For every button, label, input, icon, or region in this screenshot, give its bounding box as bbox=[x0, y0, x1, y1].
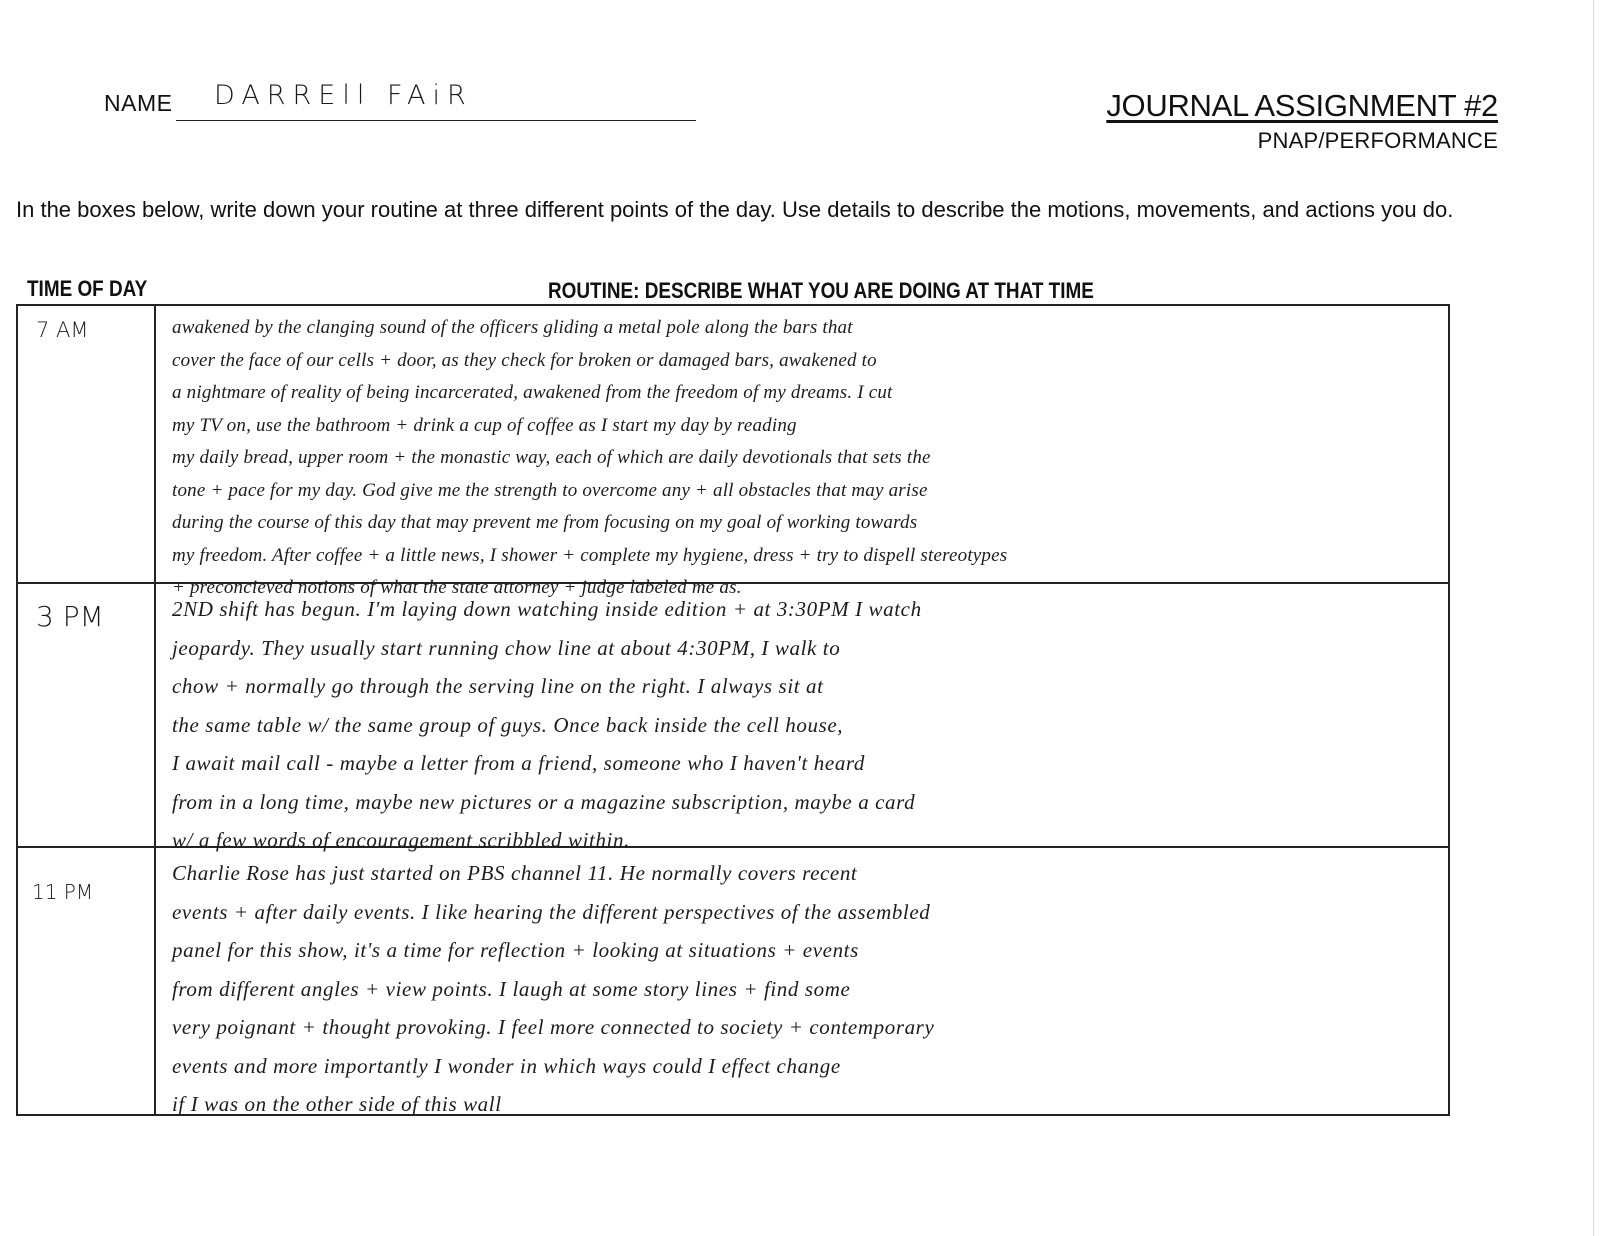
time-text: 11 PM bbox=[32, 880, 94, 904]
routine-text: Charlie Rose has just started on PBS channel 11. He normally covers recent events + after daily events. I like hearing the different perspectives of the assembled panel for this show, it's a time for reflection + looking at situations + events from different angles + view points. I laugh at some story lines + find some very poignant + thought provoking. I feel more connected to society + contemporary events and more importantly I wonder in which ways could I effect change if I was on the other side of this wall bbox=[172, 861, 935, 1116]
routine-cell bbox=[156, 306, 1448, 598]
routine-text: 2ND shift has begun. I'm laying down watching inside edition + at 3:30PM I watch jeopardy. They usually start running chow line at about 4:30PM, I walk to chow + normally go through the serving line on the right. I always sit at the same table w/ the same group of guys. Once back inside the cell house, I await mail call - maybe a letter from a friend, someone who I haven't heard from in a long time, maybe new pictures or a magazine subscription, maybe a card w/ a few words of encouragement scribbled within. bbox=[172, 597, 922, 852]
column-header-routine: ROUTINE: DESCRIBE WHAT YOU ARE DOING AT THAT TIME bbox=[548, 278, 1094, 303]
journal-subtitle: PNAP/PERFORMANCE bbox=[1257, 128, 1498, 153]
journal-title: JOURNAL ASSIGNMENT #2 bbox=[1106, 88, 1498, 123]
table-row bbox=[18, 848, 1448, 1116]
instructions-text: In the boxes below, write down your routine at three different points of the day. Use details to describe the motions, movements, and actions you do. bbox=[16, 197, 1454, 222]
column-header-time: TIME OF DAY bbox=[27, 276, 148, 301]
time-cell bbox=[18, 306, 156, 582]
routine-cell bbox=[156, 848, 1448, 1116]
name-label: NAME bbox=[104, 90, 173, 116]
table-row bbox=[18, 584, 1448, 852]
routine-cell bbox=[156, 584, 1448, 852]
time-cell bbox=[18, 848, 156, 1116]
routine-text: awakened by the clanging sound of the officers gliding a metal pole along the bars that cover the face of our cells + door, as they check for broken or damaged bars, awakened to a nightmare of reality of being incarcerated, awakened from the freedom of my dreams. I cut my TV on, use the bathroom + drink a cup of coffee as I start my day by reading my daily bread, upper room + the monastic way, each of which are daily devotionals that sets the tone + pace for my day. God give me the strength to overcome any + all obstacles that may arise during the course of this day that may prevent me from focusing on my goal of working towards my freedom. After coffee + a little news, I shower + complete my hygiene, dress + try to dispell stereotypes + preconcieved notions of what the state attorney + judge labeled me as. bbox=[172, 317, 1008, 598]
time-text: 7 AM bbox=[36, 318, 89, 342]
table-row bbox=[18, 306, 1448, 598]
name-value: DARREll FAiR bbox=[214, 80, 473, 111]
time-text: 3 PM bbox=[36, 600, 104, 633]
routine-table bbox=[16, 304, 1450, 1116]
name-underline bbox=[176, 120, 696, 121]
time-cell bbox=[18, 584, 156, 846]
page-scan-edge bbox=[1593, 0, 1594, 1236]
